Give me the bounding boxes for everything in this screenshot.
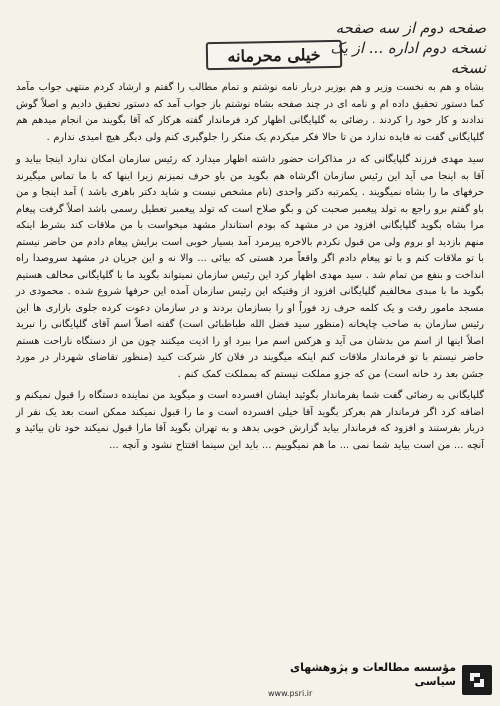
watermark-title: مؤسسه مطالعات و پژوهشهای سیاسی bbox=[290, 661, 456, 688]
document-paragraph: سید مهدی فرزند گلپایگانی که در مذاکرات حضور داشته اظهار میدارد که رئیس سازمان امکان ندارد اینجا بیاید و آقا به اینجا می آید این رئیس سازمان اگرشاه هم بگوید من باو حرف نمیزنم زیرا اینها که با ما تماس میگیرند حرفهای ما را بشاه نمیگویند . یکمرتبه دکتر واحدی (نام مشخص نیست و شاید دکتر باهری باشد ) آمد اینجا و من باو گفتم برو راجع به تولد پیغمبر صحبت کن و بگو صلاح است که تولد پیغمبر تعطیل رسمی باشد اصلاً گرفت پیغام مرا بشاه بگوید گلپایگانی افزود من در مشهد که بودم استاندار مشهد میخواست با من ملاقات کند بشرط اینکه منهم بازدید او بروم ولی من قبول نکردم بالاخره پیرمرد آمد بسیار خوبی است برایش پیغام دادم من حاضر نیستم با تو ملاقات کنم و با تو پیغام دادم اگر واقعاً مرد هستی که بیائی ... والا نه و این جریان در مشهد سروصدا راه انداخت و بنفع من تمام شد . سید مهدی اظهار کرد این رئیس سازمان نمیتواند بگوید ما با گلپایگانی مخالف هستیم بگوید ما با مبدی مخالفیم گلپایگانی افزود از وقتیکه این رئیس سازمان آمده این حرفها شروع شده . محمودی در مسجد مامور رفت و یک کلمه حرف زد فوراً او را بسازمان بردند و در سازمان دعوت کرده جلوی بازاری ها این رئیس سازمان به صاحب چاپخانه (منظور سید فضل الله طباطبائی است) گفته اصلاً اسم آقای گلپایگانی را نبرید اصلاً اینها از اسم من بدشان می آید و هرکس اسم مرا ببرد او را اذیت میکنند چون من از دستگاه ناراحت هستم حاضر نیستم با تو فرماندار ملاقات کنم اینکه میگویند در فلان کار شرکت کنید (منظور تقاضای شهردار در مورد جشن بعد رد خانه است) من که جزو مملکت نیستم که بمملکت کمک کنم . bbox=[16, 154, 484, 380]
document-paragraph: گلپایگانی به رضائی گفت شما بفرماندار بگوئید ایشان افسرده است و میگوید من نماینده دستگاه را قبول نمیکنم و اضافه کرد اگر فرماندار هم بعرکز بگوید آقا خیلی افسرده است و ما را قبول نمیکند ممکن است بعد یک نفر از دربار بفرستند و افزود که فرماندار بیاید گزارش خوبی بدهد و به تهران بگوید آقا مارا قبول نمیکند خود تان بیائید و آنچه ... من است بیاید شما نمی ... ما هم نمیگوییم ... باید این سینما افتتاح نشود و آنچه ... bbox=[16, 390, 484, 451]
psri-logo-glyph bbox=[466, 669, 488, 691]
watermark-text bbox=[268, 661, 456, 699]
watermark-url: www.psri.ir bbox=[268, 689, 313, 698]
handwritten-page-note: صفحه دوم از سه صفحه bbox=[335, 19, 486, 37]
document-body bbox=[16, 80, 484, 460]
handwritten-notes bbox=[318, 18, 486, 78]
document-paragraph: بشاه و هم به نخست وزیر و هم بوزیر دربار نامه نوشتم و تمام مطالب را گفتم و ارشاد کردم منتهی جواب مآمد کما دستور تحقیق داده ام و نامه ای در چند صفحه بشاه نوشتم باز جواب آمد که دستور تحقیق دادیم و اصلاً گوش ندادند و کار خود را کردند . رضائی به گلپایگانی اظهار کرد فرماندار گفته هرکار که آقا بگویند من انجام میدهم هم گلپایگانی گفت نه فایده ندارد من تا حالا فکر میکردم یک منکر را جلوگیری کنم ولی دیگر هیچ امیدی ندارم . bbox=[16, 82, 484, 143]
classification-stamp bbox=[206, 40, 342, 70]
watermark-logo bbox=[268, 662, 492, 698]
classification-stamp-text: خیلی محرمانه bbox=[227, 44, 321, 66]
handwritten-copy-note: نسخه دوم اداره ... از یک نسخه bbox=[330, 39, 486, 77]
psri-logo-icon bbox=[462, 665, 492, 695]
